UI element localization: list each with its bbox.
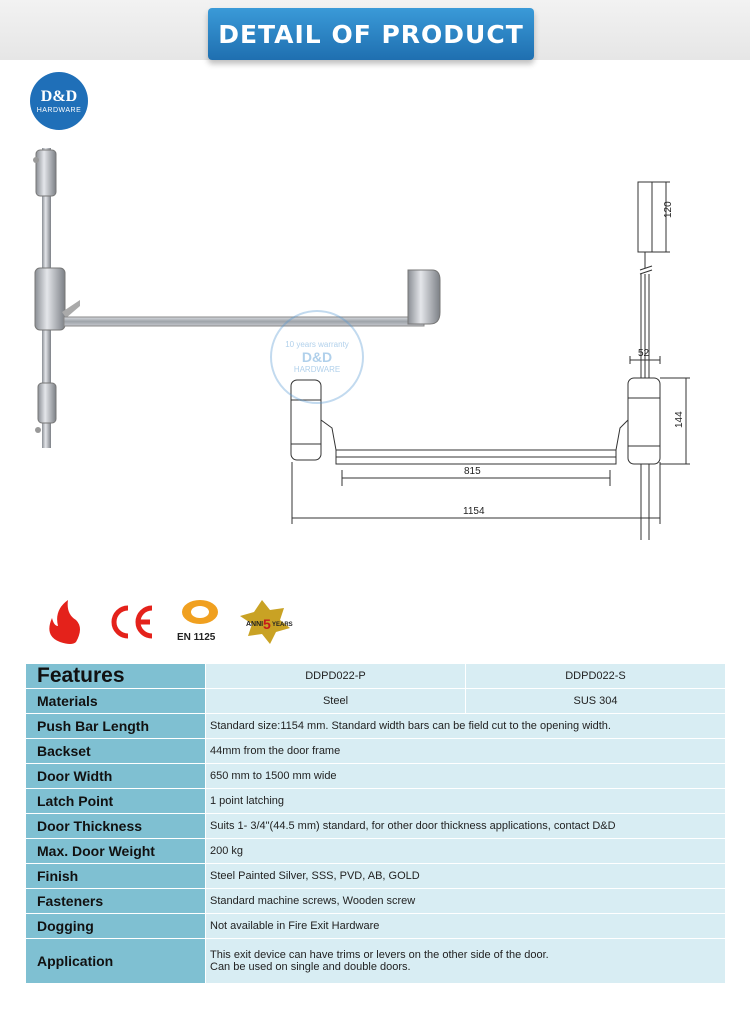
fire-icon: [49, 600, 80, 644]
materials-p: Steel: [206, 689, 466, 714]
banner-title: DETAIL OF PRODUCT: [218, 19, 524, 49]
row-value: Not available in Fire Exit Hardware: [206, 914, 726, 939]
table-row: [26, 689, 726, 714]
anni-label: ANNI: [246, 621, 264, 628]
row-value: Standard size:1154 mm. Standard width bars can be field cut to the opening width.: [206, 714, 726, 739]
row-value: Suits 1- 3/4"(44.5 mm) standard, for other door thickness applications, contact D&D: [206, 814, 726, 839]
materials-s: SUS 304: [466, 689, 726, 714]
logo-sub: HARDWARE: [36, 106, 82, 114]
table-row: [26, 914, 726, 939]
table-row: [26, 789, 726, 814]
product-drawing: [0, 140, 750, 540]
row-label: Application: [26, 939, 206, 984]
row-label: Backset: [26, 739, 206, 764]
dim-52: 52: [638, 348, 650, 359]
en1125-icon: [182, 600, 218, 624]
anni-years-number: 5: [263, 616, 271, 632]
anni-years-word: YEARS: [272, 622, 293, 628]
model-p-heading: DDPD022-P: [206, 664, 466, 689]
row-value: Standard machine screws, Wooden screw: [206, 889, 726, 914]
watermark-seal: [270, 310, 364, 404]
table-row: [26, 864, 726, 889]
row-value: 650 mm to 1500 mm wide: [206, 764, 726, 789]
table-row: [26, 814, 726, 839]
table-header-row: [26, 664, 726, 689]
table-row: [26, 714, 726, 739]
en1125-label: EN 1125: [177, 632, 216, 643]
row-label: Max. Door Weight: [26, 839, 206, 864]
anniversary-badge-icon: [240, 600, 293, 644]
row-label: Fasteners: [26, 889, 206, 914]
row-value: 44mm from the door frame: [206, 739, 726, 764]
ce-mark-icon: [114, 608, 152, 636]
logo-mark: D&D: [40, 87, 78, 105]
application-line-1: This exit device can have trims or levers on the other side of the door.: [210, 949, 549, 961]
table-row: [26, 839, 726, 864]
application-line-2: Can be used on single and double doors.: [210, 961, 411, 973]
spec-table: [25, 663, 726, 984]
application-value: [206, 939, 726, 984]
certification-icons: [40, 596, 300, 646]
row-label: Dogging: [26, 914, 206, 939]
watermark-brand: D&D: [301, 349, 333, 365]
features-heading: Features: [26, 664, 206, 689]
dim-815: 815: [464, 466, 481, 477]
detail-banner: [208, 8, 534, 60]
row-label: Materials: [26, 689, 206, 714]
table-row: [26, 739, 726, 764]
row-label: Push Bar Length: [26, 714, 206, 739]
row-label: Door Thickness: [26, 814, 206, 839]
row-label: Latch Point: [26, 789, 206, 814]
row-label: Door Width: [26, 764, 206, 789]
row-value: 200 kg: [206, 839, 726, 864]
dim-1154: 1154: [463, 506, 485, 517]
row-value: Steel Painted Silver, SSS, PVD, AB, GOLD: [206, 864, 726, 889]
dim-120: 120: [663, 201, 674, 218]
table-row: [26, 764, 726, 789]
table-row: [26, 939, 726, 984]
table-row: [26, 889, 726, 914]
row-label: Finish: [26, 864, 206, 889]
watermark-years: 10 years warranty: [285, 340, 349, 349]
row-value: 1 point latching: [206, 789, 726, 814]
product-photo: [33, 148, 440, 448]
model-s-heading: DDPD022-S: [466, 664, 726, 689]
watermark-sub: HARDWARE: [293, 365, 341, 374]
brand-logo: [30, 72, 88, 130]
dim-144: 144: [674, 411, 685, 428]
